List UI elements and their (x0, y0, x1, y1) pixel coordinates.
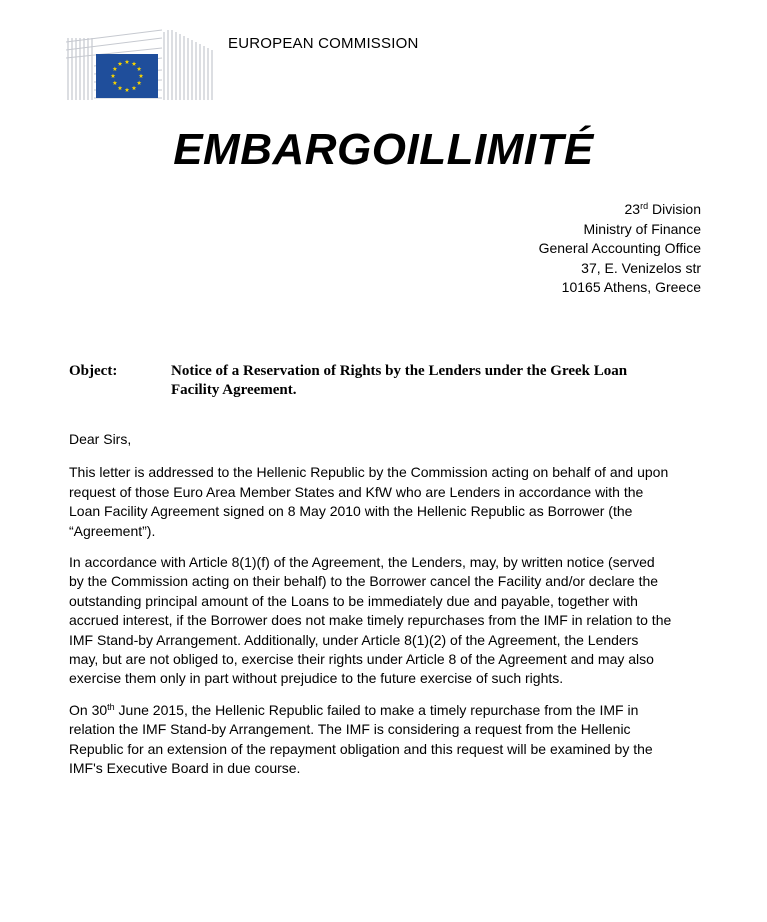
address-line-division (539, 200, 701, 220)
paragraph-line: In accordance with Article 8(1)(f) of the Agreement, the Lenders, may, by written notice (served (69, 554, 655, 571)
paragraph-line: Loan Facility Agreement signed on 8 May 2010 with the Hellenic Republic as Borrower (the (69, 503, 633, 520)
embargo-stamp: EMBARGOILLIMITÉ (173, 125, 594, 174)
address-line-city: 10165 Athens, Greece (561, 279, 701, 296)
address-line-street: 37, E. Venizelos str (581, 259, 701, 276)
paragraph-line: may, but are not obliged to, exercise their rights under Article 8 of the Agreement and may also (69, 651, 654, 668)
organization-name: EUROPEAN COMMISSION (228, 35, 419, 52)
eu-flag-logo-icon (66, 28, 214, 102)
paragraph-line: relation the IMF Stand-by Arrangement. The IMF is considering a request from the Hellenic (69, 721, 631, 738)
paragraph-line: IMF's Executive Board in due course. (69, 760, 301, 777)
paragraph-line: IMF Stand-by Arrangement. Additionally, under Article 8(1)(2) of the Agreement, the Lenders (69, 631, 639, 648)
paragraph-line: by the Commission acting on their behalf) to the Borrower cancel the Facility and/or declare the (69, 573, 659, 590)
paragraph-3 (69, 701, 709, 779)
paragraph-line: request of those Euro Area Member States and KfW who are Lenders in accordance with the (69, 483, 644, 500)
salutation: Dear Sirs, (69, 431, 132, 447)
paragraph-line: This letter is addressed to the Hellenic Republic by the Commission acting on behalf of and upon (69, 464, 669, 481)
paragraph-line: “Agreement”). (69, 522, 156, 539)
object-label: Object: (69, 363, 118, 379)
division-suffix: rd (640, 201, 649, 211)
object-line: Facility Agreement. (171, 382, 297, 398)
paragraph-line: Republic for an extension of the repayment obligation and this request will be examined by the (69, 740, 653, 757)
object-text (171, 362, 691, 400)
paragraph-line: exercise them only in part without prejudice to the future exercise of such rights. (69, 670, 564, 687)
address-line-ministry: Ministry of Finance (583, 220, 701, 237)
paragraph-line (69, 701, 709, 720)
date-prefix: On 30 (69, 701, 108, 718)
date-suffix: th (107, 701, 115, 712)
paragraph-line: accrued interest, if the Borrower does not make timely repurchases from the IMF in relation to the (69, 612, 672, 629)
date-rest: June 2015, the Hellenic Republic failed to make a timely repurchase from the IMF in (114, 701, 639, 718)
division-label: Division (648, 201, 701, 217)
division-number: 23 (624, 201, 641, 217)
paragraph-line: outstanding principal amount of the Loans to be immediately due and payable, together with (69, 592, 638, 609)
address-line-office: General Accounting Office (538, 240, 701, 257)
paragraph-2 (69, 553, 709, 689)
object-line: Notice of a Reservation of Rights by the Lenders under the Greek Loan (171, 363, 628, 379)
recipient-address (539, 200, 701, 298)
paragraph-1 (69, 463, 709, 541)
letter-body (69, 430, 709, 791)
